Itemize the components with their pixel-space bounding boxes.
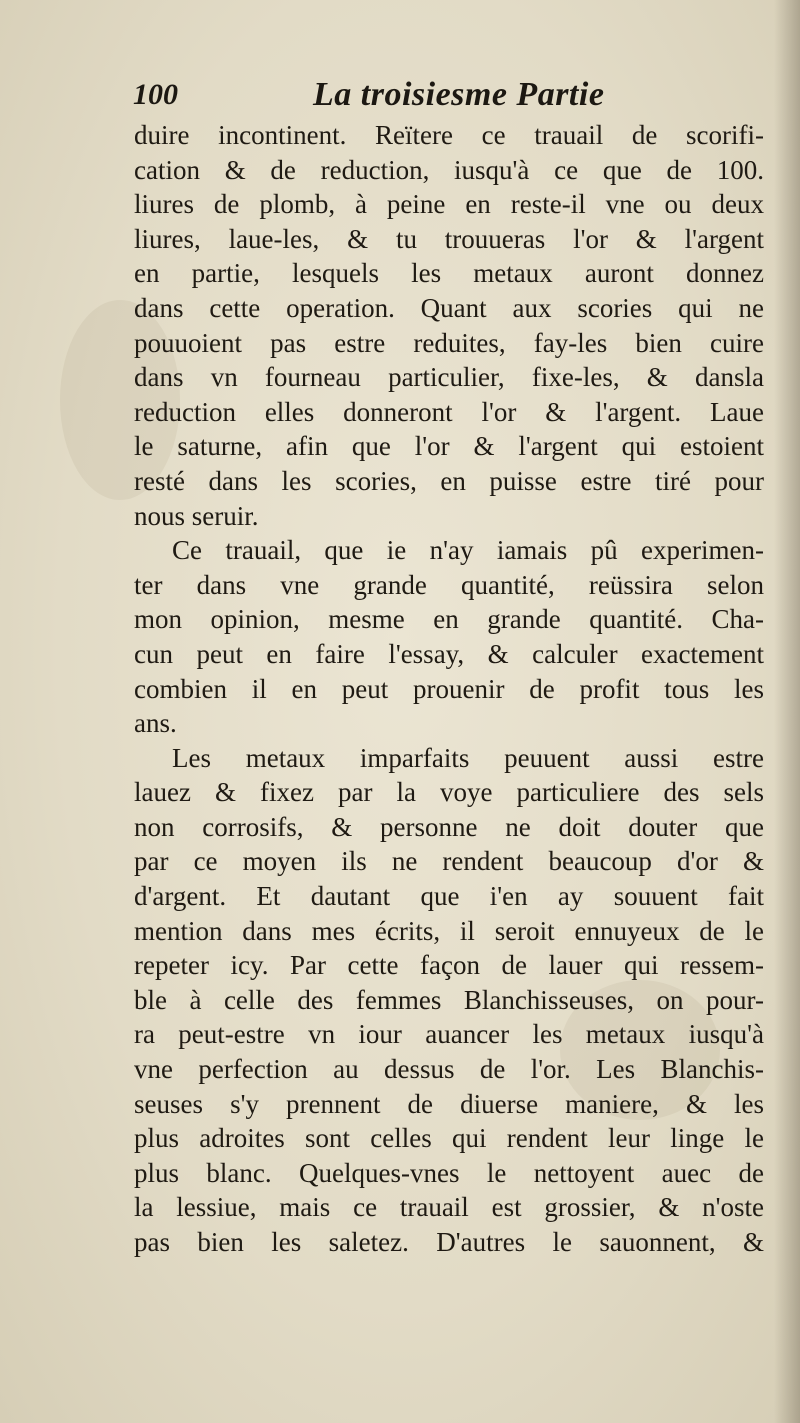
text-line: en partie, lesquels les metaux auront donnez [134, 258, 764, 289]
text-line: Ce trauail, que ie n'ay iamais pû experimen- [172, 535, 764, 566]
text-line: non corrosifs, & personne ne doit douter que [134, 811, 765, 842]
text-line: cation & de reduction, iusqu'à ce que de 100. [134, 154, 764, 185]
text-line: reduction elles donneront l'or & l'argent. Laue [134, 396, 764, 427]
text-line: ble à celle des femmes Blanchisseuses, on pour- [134, 984, 764, 1015]
text-line: vne perfection au dessus de l'or. Les Blanchis- [134, 1054, 764, 1085]
running-head: La troisiesme Partie [313, 76, 605, 113]
text-line: Les metaux imparfaits peuuent aussi estre [172, 742, 765, 773]
text-line: repeter icy. Par cette façon de lauer qui ressem- [134, 950, 764, 981]
text-line: plus blanc. Quelques-vnes le nettoyent auec de [134, 1157, 764, 1188]
text-line: ans. [134, 708, 177, 739]
text-line: ra peut-estre vn iour auancer les metaux iusqu'à [134, 1019, 764, 1050]
text-line: dans vn fourneau particulier, fixe-les, & dansla [134, 362, 764, 393]
text-line: lauez & fixez par la voye particuliere des sels [134, 777, 765, 808]
page-number: 100 [133, 78, 178, 111]
text-line: par ce moyen ils ne rendent beaucoup d'or & [134, 846, 764, 877]
text-line: seuses s'y prennent de diuerse maniere, & les [134, 1088, 765, 1119]
text-line: plus adroites sont celles qui rendent leur linge le [134, 1123, 765, 1154]
text-line: duire incontinent. Reïtere ce trauail de scorifi- [134, 120, 764, 150]
body-text [134, 118, 764, 1260]
page-header [133, 78, 763, 118]
text-line: la lessiue, mais ce trauail est grossier, & n'oste [134, 1192, 764, 1223]
text-line: resté dans les scories, en puisse estre tiré pour [134, 465, 764, 496]
text-line: liures, laue-les, & tu trouueras l'or & l'argent [134, 223, 764, 254]
text-line: mention dans mes écrits, il seroit ennuyeux de le [134, 915, 765, 946]
text-line: pas bien les saletez. D'autres le sauonnent, & [134, 1227, 765, 1257]
text-line: le saturne, afin que l'or & l'argent qui estoient [134, 431, 764, 462]
page-edge-shadow [774, 0, 800, 1423]
text-line: pouuoient pas estre reduites, fay-les bien cuire [134, 327, 764, 358]
text-line: nous seruir. [134, 500, 259, 531]
text-line: mon opinion, mesme en grande quantité. Cha- [134, 604, 765, 635]
text-line: d'argent. Et dautant que i'en ay souuent fait [134, 881, 765, 912]
text-line: dans cette operation. Quant aux scories qui ne [134, 292, 764, 323]
text-line: combien il en peut prouenir de profit tous les [134, 673, 764, 704]
text-line: cun peut en faire l'essay, & calculer exactement [134, 638, 764, 669]
text-line: ter dans vne grande quantité, reüssira selon [134, 569, 764, 600]
text-line: liures de plomb, à peine en reste-il vne ou deux [134, 189, 764, 220]
